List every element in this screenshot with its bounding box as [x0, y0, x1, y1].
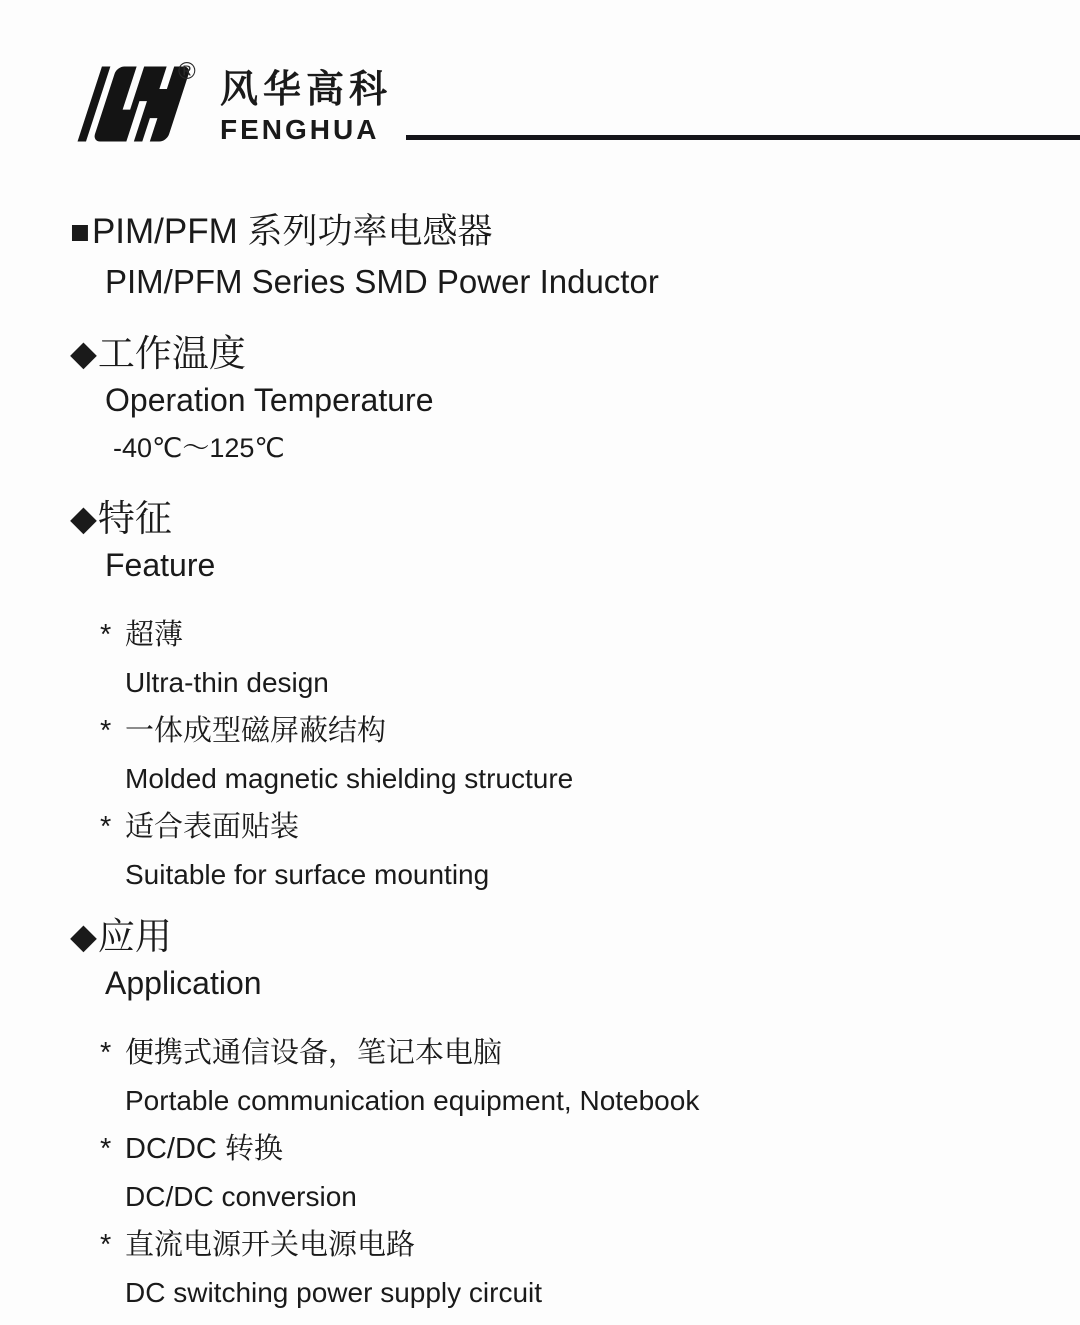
asterisk-bullet: *: [100, 714, 112, 747]
document-title: [70, 214, 1080, 301]
item-text-zh: 适合表面贴装: [125, 810, 300, 843]
section-heading-en: Operation Temperature: [105, 381, 434, 418]
section-heading-zh: [70, 915, 1080, 957]
list-item: [100, 1221, 1080, 1269]
asterisk-bullet: *: [100, 810, 112, 843]
item-text-zh: DC/DC 转换: [125, 1132, 283, 1165]
asterisk-bullet: *: [100, 1132, 112, 1165]
header-divider: [406, 135, 1080, 140]
asterisk-bullet: *: [100, 1228, 112, 1261]
diamond-marker-icon: ◆: [70, 333, 97, 373]
item-text-zh: 直流电源开关电源电路: [125, 1228, 416, 1261]
section-heading-zh-text: 工作温度: [97, 332, 246, 374]
section-application: [70, 915, 1080, 1002]
header: [0, 0, 1080, 150]
section-heading-zh: [70, 498, 1080, 540]
section-heading-zh: [70, 332, 1080, 374]
registered-trademark-icon: ®: [178, 58, 196, 85]
list-item: [100, 707, 1080, 755]
brand-name-en: FENGHUA: [220, 113, 380, 145]
section-heading-zh-text: 特征: [97, 498, 172, 540]
document-title-zh: [70, 214, 1080, 249]
section-heading-en: Feature: [105, 547, 216, 584]
document-title-zh-text: PIM/PFM 系列功率电感器: [91, 212, 493, 251]
item-text-en: Portable communication equipment, Notebook: [125, 1084, 700, 1116]
list-item: [100, 1029, 1080, 1077]
diamond-marker-icon: ◆: [70, 916, 97, 956]
diamond-marker-icon: ◆: [70, 499, 97, 539]
brand-name-zh: 风华高科: [220, 69, 393, 111]
fenghua-logo: [70, 58, 196, 146]
item-text-en: DC switching power supply circuit: [125, 1276, 543, 1308]
asterisk-bullet: *: [100, 1036, 112, 1069]
brand-name: [220, 62, 392, 144]
asterisk-bullet: *: [100, 618, 112, 651]
temperature-range-value: -40℃～125℃: [113, 432, 285, 463]
section-feature: [70, 500, 1080, 584]
document-title-en: PIM/PFM Series SMD Power Inductor: [105, 263, 659, 300]
item-text-en: DC/DC conversion: [125, 1180, 357, 1212]
item-text-en: Suitable for surface mounting: [125, 858, 490, 890]
section-operation-temperature: [70, 332, 1080, 464]
application-list: [100, 1029, 1080, 1317]
list-item: [100, 1125, 1080, 1173]
feature-list: [100, 611, 1080, 899]
item-text-zh: 超薄: [125, 618, 184, 651]
fh-monogram-icon: [70, 62, 192, 146]
item-text-en: Ultra-thin design: [125, 666, 329, 698]
section-heading-en: Application: [105, 964, 262, 1001]
item-text-en: Molded magnetic shielding structure: [125, 762, 574, 794]
item-text-zh: 一体成型磁屏蔽结构: [125, 714, 387, 747]
list-item: [100, 803, 1080, 851]
item-text-zh: 便携式通信设备，笔记本电脑: [125, 1036, 503, 1069]
section-heading-zh-text: 应用: [97, 915, 172, 957]
square-marker-icon: ■: [70, 213, 90, 250]
list-item: [100, 611, 1080, 659]
